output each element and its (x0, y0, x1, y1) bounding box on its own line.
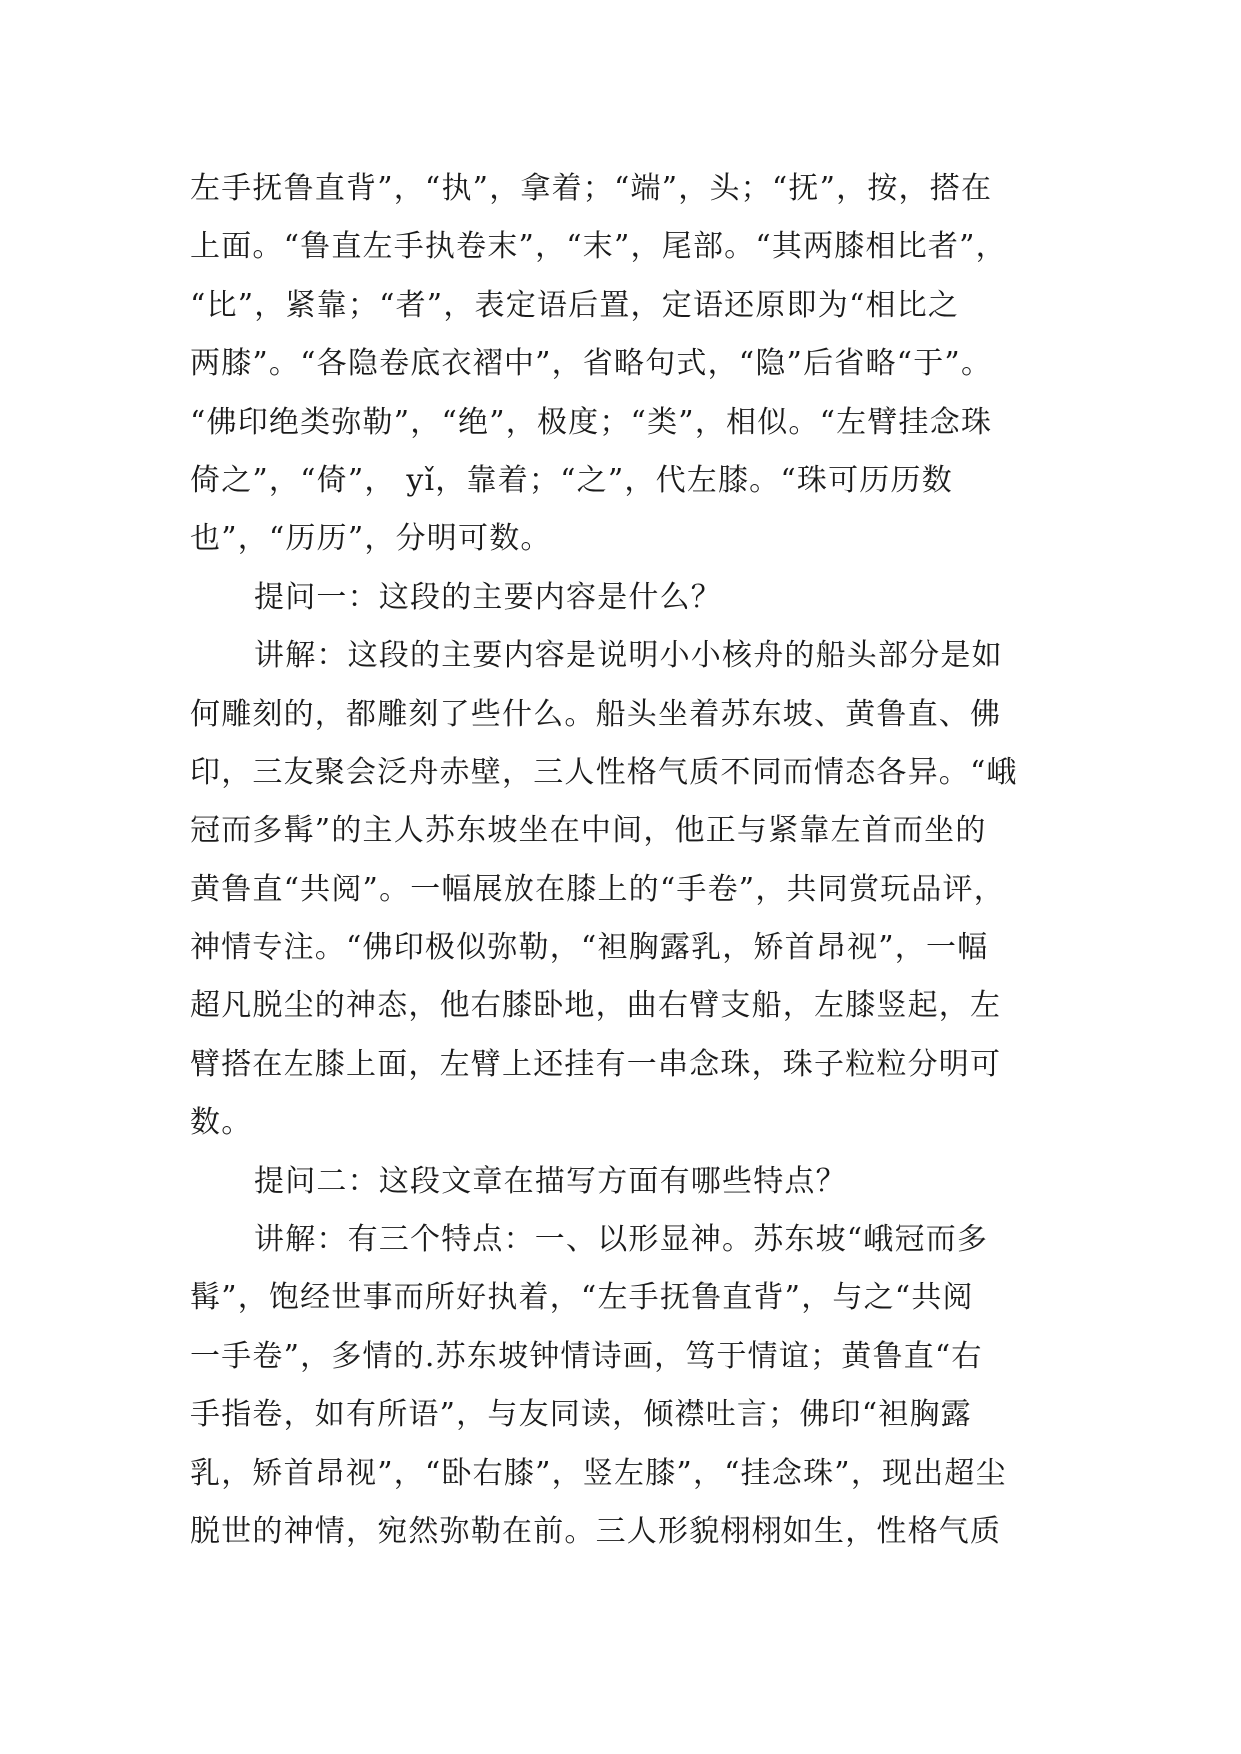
text-line: 也”，“历历”，分明可数。 (190, 521, 552, 557)
text-line: “比”，紧靠；“者”，表定语后置，定语还原即为“相比之 (190, 287, 960, 323)
text-line: 臂搭在左膝上面，左臂上还挂有一串念珠，珠子粒粒分明可 (190, 1046, 1002, 1082)
text-line: 髯”，饱经世事而所好执着，“左手抚鲁直背”，与之“共阅 (190, 1280, 974, 1316)
body-text (190, 160, 1050, 1561)
text-line: 讲解：有三个特点：一、以形显神。苏东坡“峨冠而多 (254, 1222, 989, 1258)
question-two: 提问二：这段文章在描写方面有哪些特点？ (254, 1163, 847, 1199)
text-line: 何雕刻的，都雕刻了些什么。船头坐着苏东坡、黄鲁直、佛 (190, 696, 1002, 732)
text-line: 印，三友聚会泛舟赤壁，三人性格气质不同而情态各异。“峨 (190, 754, 1018, 790)
text-line: 数。 (190, 1105, 253, 1141)
text-line: 手指卷，如有所语”，与友同读，倾襟吐言；佛印“袒胸露 (190, 1397, 972, 1433)
question-one: 提问一：这段的主要内容是什么？ (254, 579, 722, 615)
text-line: 冠而多髯”的主人苏东坡坐在中间，他正与紧靠左首而坐的 (190, 813, 987, 849)
text-line: 神情专注。“佛印极似弥勒，“袒胸露乳，矫首昂视”，一幅 (190, 930, 989, 966)
text-line: 讲解：这段的主要内容是说明小小核舟的船头部分是如 (254, 638, 1003, 674)
text-line: 乳，矫首昂视”，“卧右膝”，竖左膝”，“挂念珠”，现出超尘 (190, 1455, 1007, 1491)
text-line: 黄鲁直“共阅”。一幅展放在膝上的“手卷”，共同赏玩品评， (190, 871, 1005, 907)
text-line: 左手抚鲁直背”，“执”，拿着；“端”，头；“抚”，按，搭在 (190, 171, 993, 206)
text-line: “佛印绝类弥勒”，“绝”，极度；“类”，相似。“左臂挂念珠 (190, 404, 993, 440)
text-line: 上面。“鲁直左手执卷末”，“末”，尾部。“其两膝相比者”， (190, 229, 1007, 265)
text-line: 两膝”。“各隐卷底衣褶中”，省略句式，“隐”后省略“于”。 (190, 346, 993, 382)
text-line: 超凡脱尘的神态，他右膝卧地，曲右臂支船，左膝竖起，左 (190, 988, 1002, 1024)
text-line: 一手卷”，多情的.苏东坡钟情诗画，笃于情谊；黄鲁直“右 (190, 1338, 983, 1374)
text-line: 脱世的神情，宛然弥勒在前。三人形貌栩栩如生，性格气质 (190, 1513, 1002, 1549)
text-line: 倚之”，“倚”， yǐ，靠着；“之”，代左膝。“珠可历历数 (190, 462, 953, 498)
